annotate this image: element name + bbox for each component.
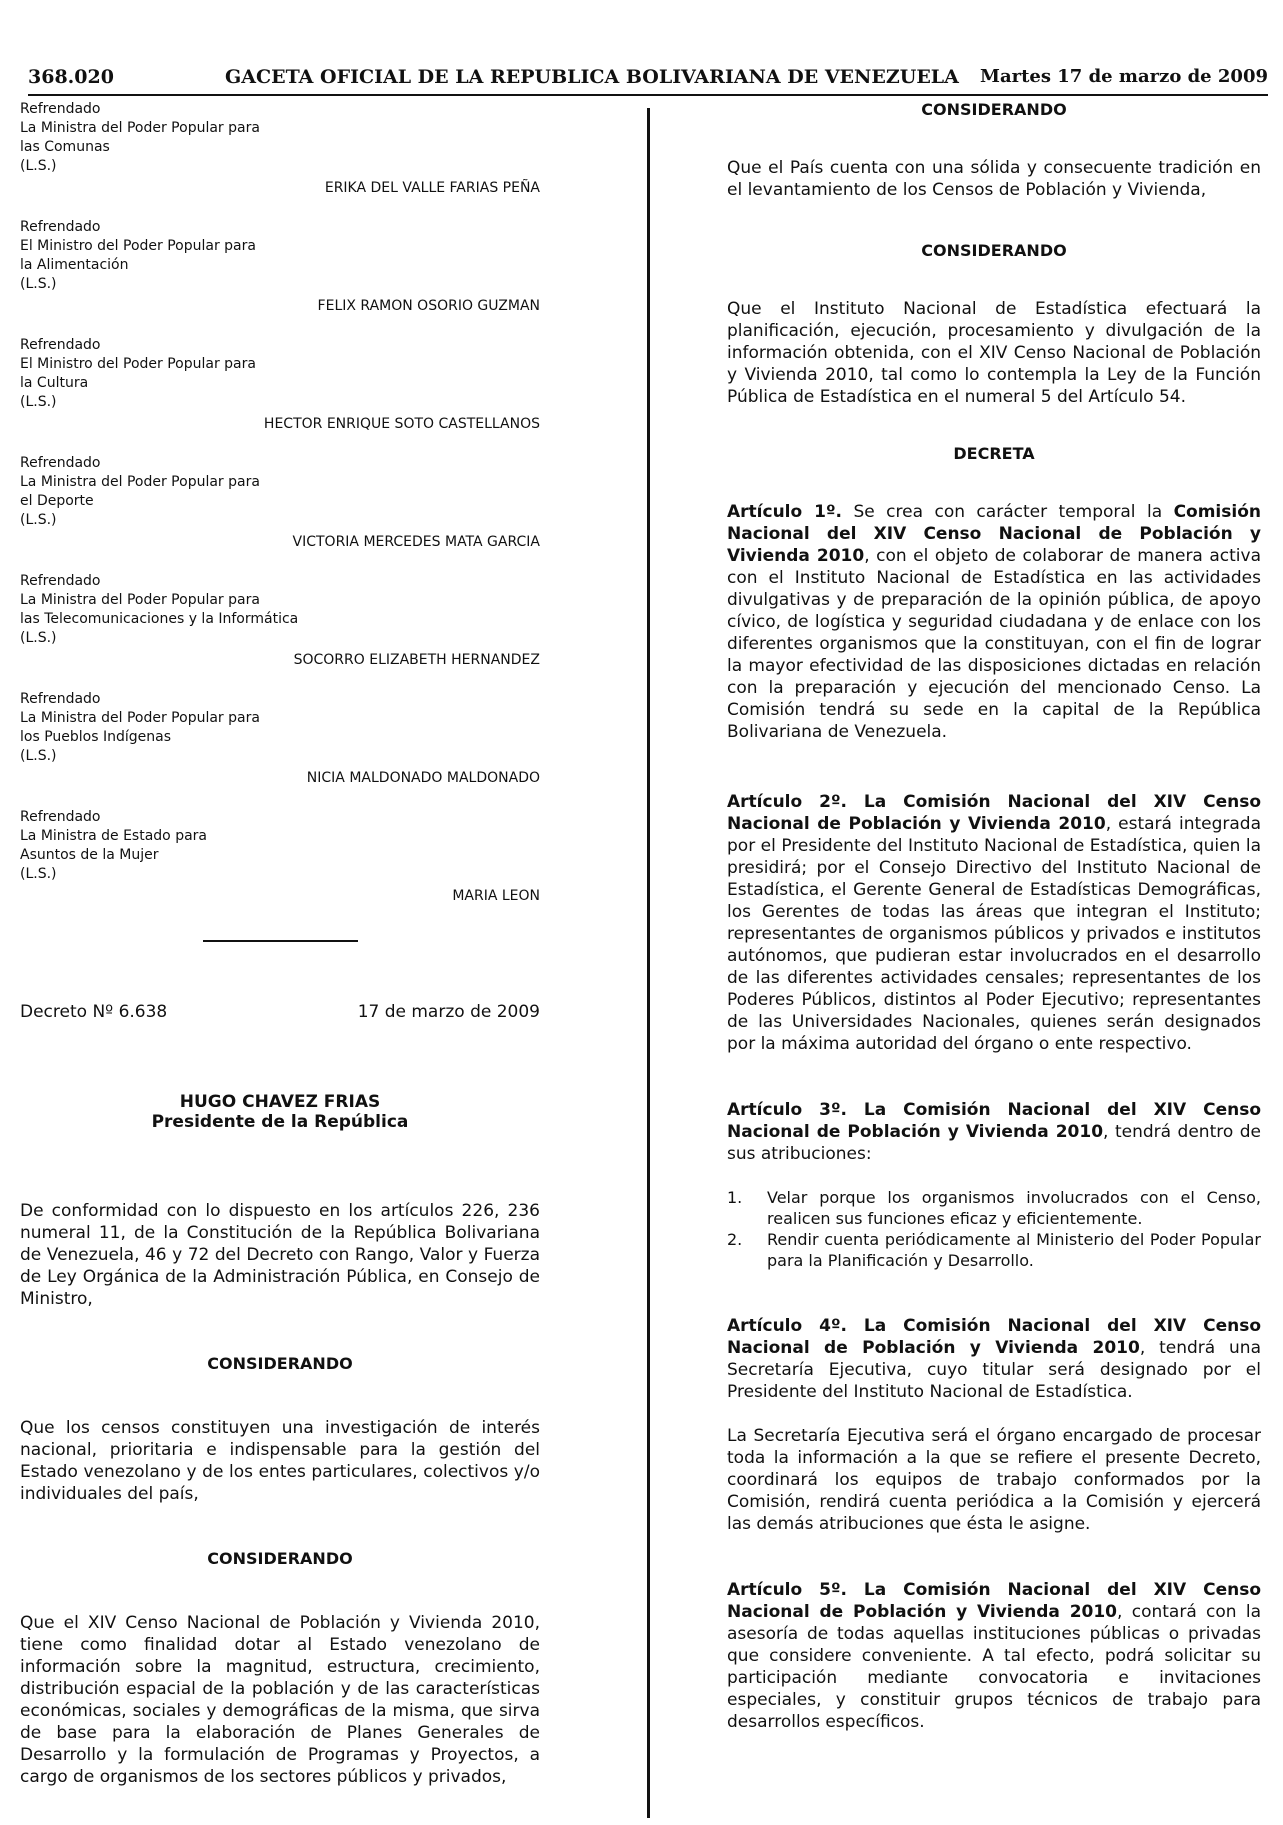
signature-line: (L.S.) — [20, 512, 57, 528]
article-5 — [727, 1579, 1261, 1733]
considerando-heading: CONSIDERANDO — [207, 1354, 353, 1373]
preamble: De conformidad con lo dispuesto en los artículos 226, 236 numeral 11, de la Constitución de la República Bolivariana de Venezuela, 46 y 72 del Decreto con Rango, Valor y Fuerza de Ley Orgánica de la Administración Pública, en Consejo de Ministro, — [20, 1201, 540, 1309]
signatory-name: NICIA MALDONADO MALDONADO — [306, 770, 540, 786]
considerando-text: Que el XIV Censo Nacional de Población y Vivienda 2010, tiene como finalidad dotar al Estado venezolano de información sobre la magnitud, estructura, crecimiento, distribución espacial de la población y de las características económicas, sociales y demográficas de la misma, que sirva de base para la elaboración de Planes Generales de Desarrollo y la formulación de Programas y Proyectos, a cargo de organismos de los sectores públicos y privados, — [20, 1613, 540, 1787]
refrendado-label: Refrendado — [20, 337, 101, 353]
list-item-number: 2. — [727, 1230, 743, 1249]
signature-line: La Ministra del Poder Popular para — [20, 592, 260, 608]
gazette-title: GACETA OFICIAL DE LA REPUBLICA BOLIVARIANA DE VENEZUELA — [225, 66, 959, 88]
list-item — [727, 1187, 1261, 1229]
page-number: 368.020 — [28, 66, 114, 88]
refrendado-label: Refrendado — [20, 455, 101, 471]
considerando-text: Que el Instituto Nacional de Estadística efectuará la planificación, ejecución, procesamiento y divulgación de la información obtenida, con el XIV Censo Nacional de Población y Vivienda 2010, tal como lo contempla la Ley de la Función Pública de Estadística en el numeral 5 del Artículo 54. — [727, 299, 1261, 407]
signature-line: el Deporte — [20, 493, 94, 509]
signature-line: La Ministra del Poder Popular para — [20, 120, 260, 136]
considerando-heading: CONSIDERANDO — [921, 241, 1067, 260]
article-heading: Artículo 5º. La Comisión Nacional del XIV Censo Nacional de Población y Vivienda 2010 — [727, 1580, 1261, 1622]
decree-number: Decreto Nº 6.638 — [20, 1002, 168, 1022]
article-4-paragraph: La Secretaría Ejecutiva será el órgano encargado de procesar toda la información a la que se refiere el presente Decreto, coordinará los equipos de trabajo conformados por la Comisión, rendirá cuenta periódica a la Comisión y ejercerá las demás atribuciones que ésta le asigne. — [727, 1426, 1261, 1534]
signatory-name: MARIA LEON — [452, 888, 540, 904]
signature-line: Asuntos de la Mujer — [20, 847, 159, 863]
signatory-name: HECTOR ENRIQUE SOTO CASTELLANOS — [263, 416, 540, 432]
list-item-number: 1. — [727, 1188, 743, 1207]
article-heading: Artículo 4º. La Comisión Nacional del XIV Censo Nacional de Población y Vivienda 2010 — [727, 1316, 1261, 1358]
considerando-text: Que el País cuenta con una sólida y consecuente tradición en el levantamiento de los Censos de Población y Vivienda, — [727, 158, 1261, 200]
column-divider — [647, 108, 650, 1818]
article-text: , con el objeto de colaborar de manera activa con el Instituto Nacional de Estadística en las actividades divulgativas y de preparación de la opinión pública, de apoyo cívico, de logística y seguridad ciudadana y de enlace con los diferentes organismos que la constituyan, con el fin de lograr la mayor efectividad de las disposiciones dictadas en relación con la preparación y ejecución del mencionado Censo. La Comisión tendrá su sede en la capital de la República Bolivariana de Venezuela. — [727, 546, 1261, 742]
signatory-name: FELIX RAMON OSORIO GUZMAN — [317, 298, 540, 314]
refrendado-label: Refrendado — [20, 101, 101, 117]
signature-block — [20, 100, 540, 196]
list-item-text: Rendir cuenta periódicamente al Ministerio del Poder Popular para la Planificación y Desarrollo. — [767, 1230, 1261, 1270]
signature-line: El Ministro del Poder Popular para — [20, 238, 256, 254]
president-title: Presidente de la República — [151, 1112, 409, 1132]
decreta-heading: DECRETA — [953, 444, 1035, 463]
right-column — [727, 100, 1261, 1733]
article-bold-text: Comisión Nacional del XIV Censo Nacional de Población y Vivienda 2010 — [727, 502, 1261, 566]
article-heading: Artículo 3º. La Comisión Nacional del XIV Censo Nacional de Población y Vivienda 2010 — [727, 1100, 1261, 1142]
signature-list — [20, 100, 540, 904]
signature-line: la Cultura — [20, 375, 89, 391]
signature-line: La Ministra del Poder Popular para — [20, 474, 260, 490]
signature-line: (L.S.) — [20, 276, 57, 292]
article-heading: Artículo 1º. — [727, 502, 843, 522]
refrendado-label: Refrendado — [20, 219, 101, 235]
refrendado-label: Refrendado — [20, 691, 101, 707]
gazette-header — [28, 62, 1268, 94]
refrendado-label: Refrendado — [20, 809, 101, 825]
signature-block — [20, 690, 540, 786]
article-text: , estará integrada por el Presidente del Instituto Nacional de Estadística, quien la presidirá; por el Consejo Directivo del Instituto Nacional de Estadística, el Gerente General de Estadísticas Demográficas, los Gerentes de todas las áreas que integran el Instituto; representantes de organismos públicos y privados e institutos autónomos, que pudieran estar involucrados en el desarrollo de las diferentes actividades censales; representantes de los Poderes Públicos, distintos al Poder Ejecutivo; representantes de las Universidades Nacionales, quienes serán designados por la máxima autoridad del órgano o ente respectivo. — [727, 814, 1262, 1054]
decree-row — [20, 1002, 540, 1022]
signature-line: los Pueblos Indígenas — [20, 729, 171, 745]
signature-line: El Ministro del Poder Popular para — [20, 356, 256, 372]
considerando-heading: CONSIDERANDO — [207, 1549, 353, 1568]
signature-line: (L.S.) — [20, 866, 57, 882]
considerando-text: Que los censos constituyen una investigación de interés nacional, prioritaria e indispensable para la gestión del Estado venezolano y de los entes particulares, colectivos y/o individuales del país, — [20, 1418, 540, 1504]
signature-block — [20, 572, 540, 668]
signature-line: la Alimentación — [20, 257, 129, 273]
list-item — [727, 1229, 1261, 1271]
signature-block — [20, 336, 540, 432]
article-text: , tendrá dentro de sus atribuciones: — [727, 1122, 1261, 1164]
article-text: , contará con la asesoría de todas aquellas instituciones públicas o privadas que considere conveniente. A tal efecto, podrá solicitar su participación mediante convocatoria e invitaciones especiales, y constituir grupos técnicos de trabajo para desarrollos específicos. — [727, 1602, 1261, 1732]
article-4 — [727, 1315, 1261, 1403]
list-item-text: Velar porque los organismos involucrados con el Censo, realicen sus funciones eficaz y eficientemente. — [767, 1188, 1261, 1228]
signature-block — [20, 808, 540, 904]
gazette-date: Martes 17 de marzo de 2009 — [980, 66, 1268, 87]
signatory-name: ERIKA DEL VALLE FARIAS PEÑA — [324, 180, 540, 196]
signature-line: La Ministra del Poder Popular para — [20, 710, 260, 726]
signature-line: (L.S.) — [20, 394, 57, 410]
header-rule — [28, 94, 1268, 96]
president-name: HUGO CHAVEZ FRIAS — [179, 1092, 381, 1112]
signatory-name: SOCORRO ELIZABETH HERNANDEZ — [293, 652, 540, 668]
signature-line: las Comunas — [20, 139, 110, 155]
signature-line: (L.S.) — [20, 748, 57, 764]
signature-line: las Telecomunicaciones y la Informática — [20, 611, 299, 627]
signatory-name: VICTORIA MERCEDES MATA GARCIA — [292, 534, 540, 550]
article-3-list — [727, 1187, 1261, 1271]
article-2 — [727, 791, 1261, 1055]
article-text: , tendrá una Secretaría Ejecutiva, cuyo titular será designado por el Presidente del Instituto Nacional de Estadística. — [727, 1338, 1261, 1402]
signature-line: (L.S.) — [20, 630, 57, 646]
refrendado-label: Refrendado — [20, 573, 101, 589]
signature-block — [20, 218, 540, 314]
decree-date: 17 de marzo de 2009 — [357, 1002, 540, 1022]
signature-line: (L.S.) — [20, 158, 57, 174]
left-column — [20, 100, 540, 1788]
signature-block — [20, 454, 540, 550]
article-1 — [727, 501, 1261, 743]
signature-line: La Ministra de Estado para — [20, 828, 207, 844]
article-heading: Artículo 2º. La Comisión Nacional del XIV Censo Nacional de Población y Vivienda 2010 — [727, 792, 1261, 834]
article-text: Se crea con carácter temporal la — [842, 502, 1174, 522]
article-3 — [727, 1099, 1261, 1165]
considerando-heading: CONSIDERANDO — [921, 100, 1067, 119]
